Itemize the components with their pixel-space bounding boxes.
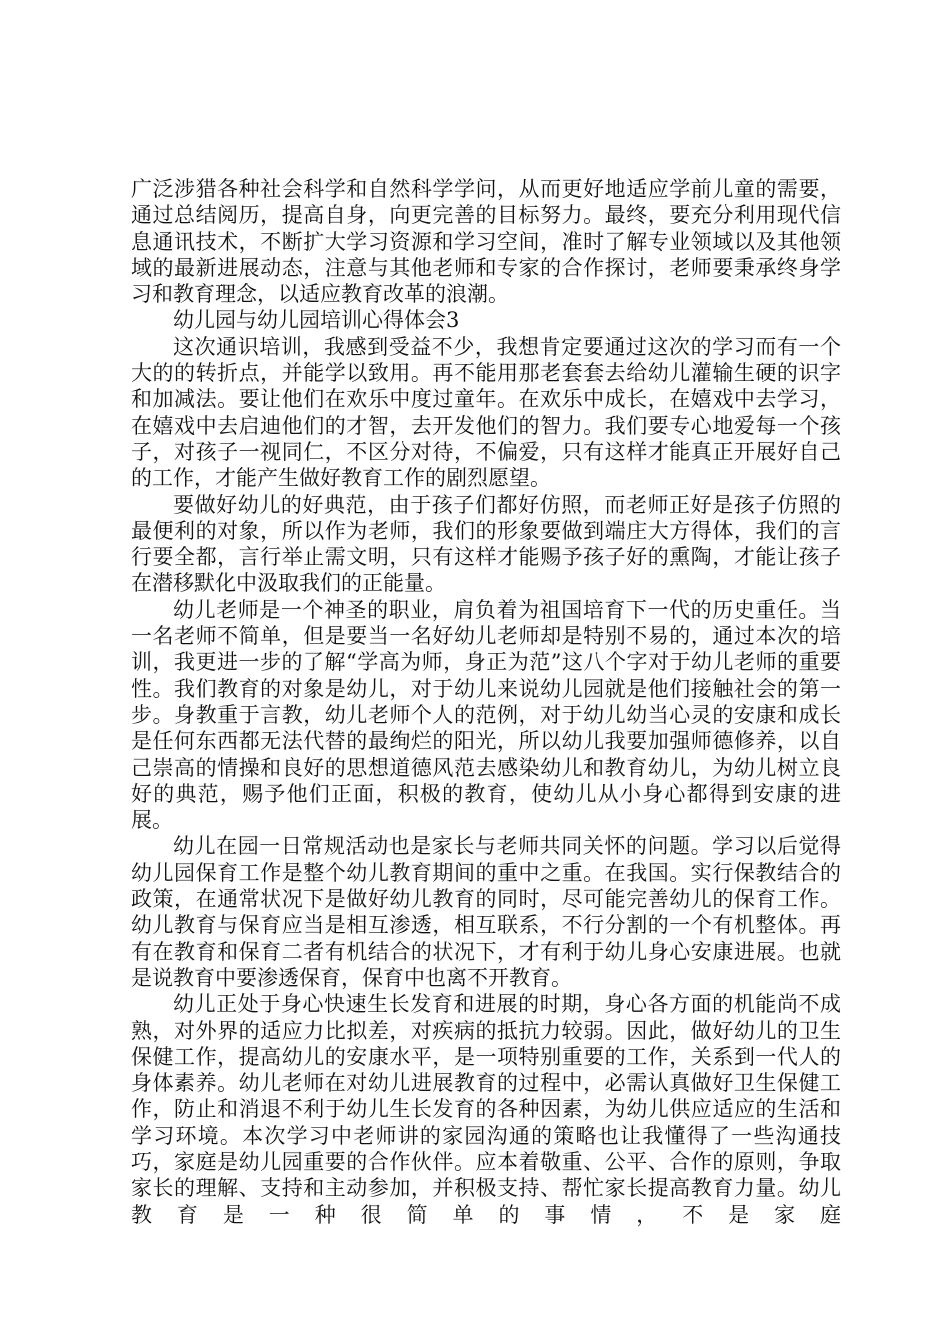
paragraph: 这次通识培训，我感到受益不少，我想肯定要通过这次的学习而有一个大的的转折点，并能学以致用。再不能用那老套套去给幼儿灌输生硬的识字和加减法。要让他们在欢乐中度过童年。在欢乐中成长，在嬉戏中去学习，在嬉戏中去启迪他们的才智，去开发他们的智力。我们要专心地爱每一个孩子，对孩子一视同仁，不区分对待，不偏爱，只有这样才能真正开展好自己的工作，才能产生做好教育工作的剧烈愿望。: [131, 334, 841, 491]
paragraph-continued: 广泛涉猎各种社会科学和自然科学学问，从而更好地适应学前儿童的需要，通过总结阅历，提高自身，向更完善的目标努力。最终，要充分利用现代信息通讯技术，不断扩大学习资源和学习空间，准时了解专业领域以及其他领域的最新进展动态，注意与其他老师和专家的合作探讨，老师要秉承终身学习和教育理念，以适应教育改革的浪潮。: [131, 177, 841, 307]
paragraph: 幼儿在园一日常规活动也是家长与老师共同关怀的问题。学习以后觉得幼儿园保育工作是整个幼儿教育期间的重中之重。在我国。实行保教结合的政策，在通常状况下是做好幼儿教育的同时，尽可能完善幼儿的保育工作。幼儿教育与保育应当是相互渗透，相互联系，不行分割的一个有机整体。再有在教育和保育二者有机结合的状况下，才有利于幼儿身心安康进展。也就是说教育中要渗透保育，保育中也离不开教育。: [131, 834, 841, 990]
section-heading: 幼儿园与幼儿园培训心得体会3: [173, 308, 460, 333]
paragraph: 幼儿老师是一个神圣的职业，肩负着为祖国培育下一代的历史重任。当一名老师不简单，但是要当一名好幼儿老师却是特别不易的，通过本次的培训，我更进一步的了解“学高为师，身正为范”这八个字对于幼儿老师的重要性。我们教育的对象是幼儿，对于幼儿来说幼儿园就是他们接触社会的第一步。身教重于言教，幼儿老师个人的范例，对于幼儿幼当心灵的安康和成长是任何东西都无法代替的最绚烂的阳光，所以幼儿我要加强师德修养，以自己崇高的情操和良好的思想道德风范去感染幼儿和教育幼儿，为幼儿树立良好的典范，赐予他们正面，积极的教育，使幼儿从小身心都得到安康的进展。: [131, 597, 841, 833]
paragraph: 要做好幼儿的好典范，由于孩子们都好仿照，而老师正好是孩子仿照的最便利的对象，所以作为老师，我们的形象要做到端庄大方得体，我们的言行要全都，言行举止需文明，只有这样才能赐予孩子好的熏陶，才能让孩子在潜移默化中汲取我们的正能量。: [131, 492, 841, 596]
paragraph-cut-off: 幼儿正处于身心快速生长发育和进展的时期，身心各方面的机能尚不成熟，对外界的适应力比拟差，对疾病的抵抗力较弱。因此，做好幼儿的卫生保健工作，提高幼儿的安康水平，是一项特别重要的工作，关系到一代人的身体素养。幼儿老师在对幼儿进展教育的过程中，必需认真做好卫生保健工作，防止和消退不利于幼儿生长发育的各种因素，为幼儿供应适应的生活和学习环境。本次学习中老师讲的家园沟通的策略也让我懂得了一些沟通技巧，家庭是幼儿园重要的合作伙伴。应本着敬重、公平、合作的原则，争取家长的理解、支持和主动参加，并积极支持、帮忙家长提高教育力量。幼儿教育是一种很简单的事情，不是家庭: [131, 992, 841, 1227]
document-body: [131, 176, 841, 1228]
